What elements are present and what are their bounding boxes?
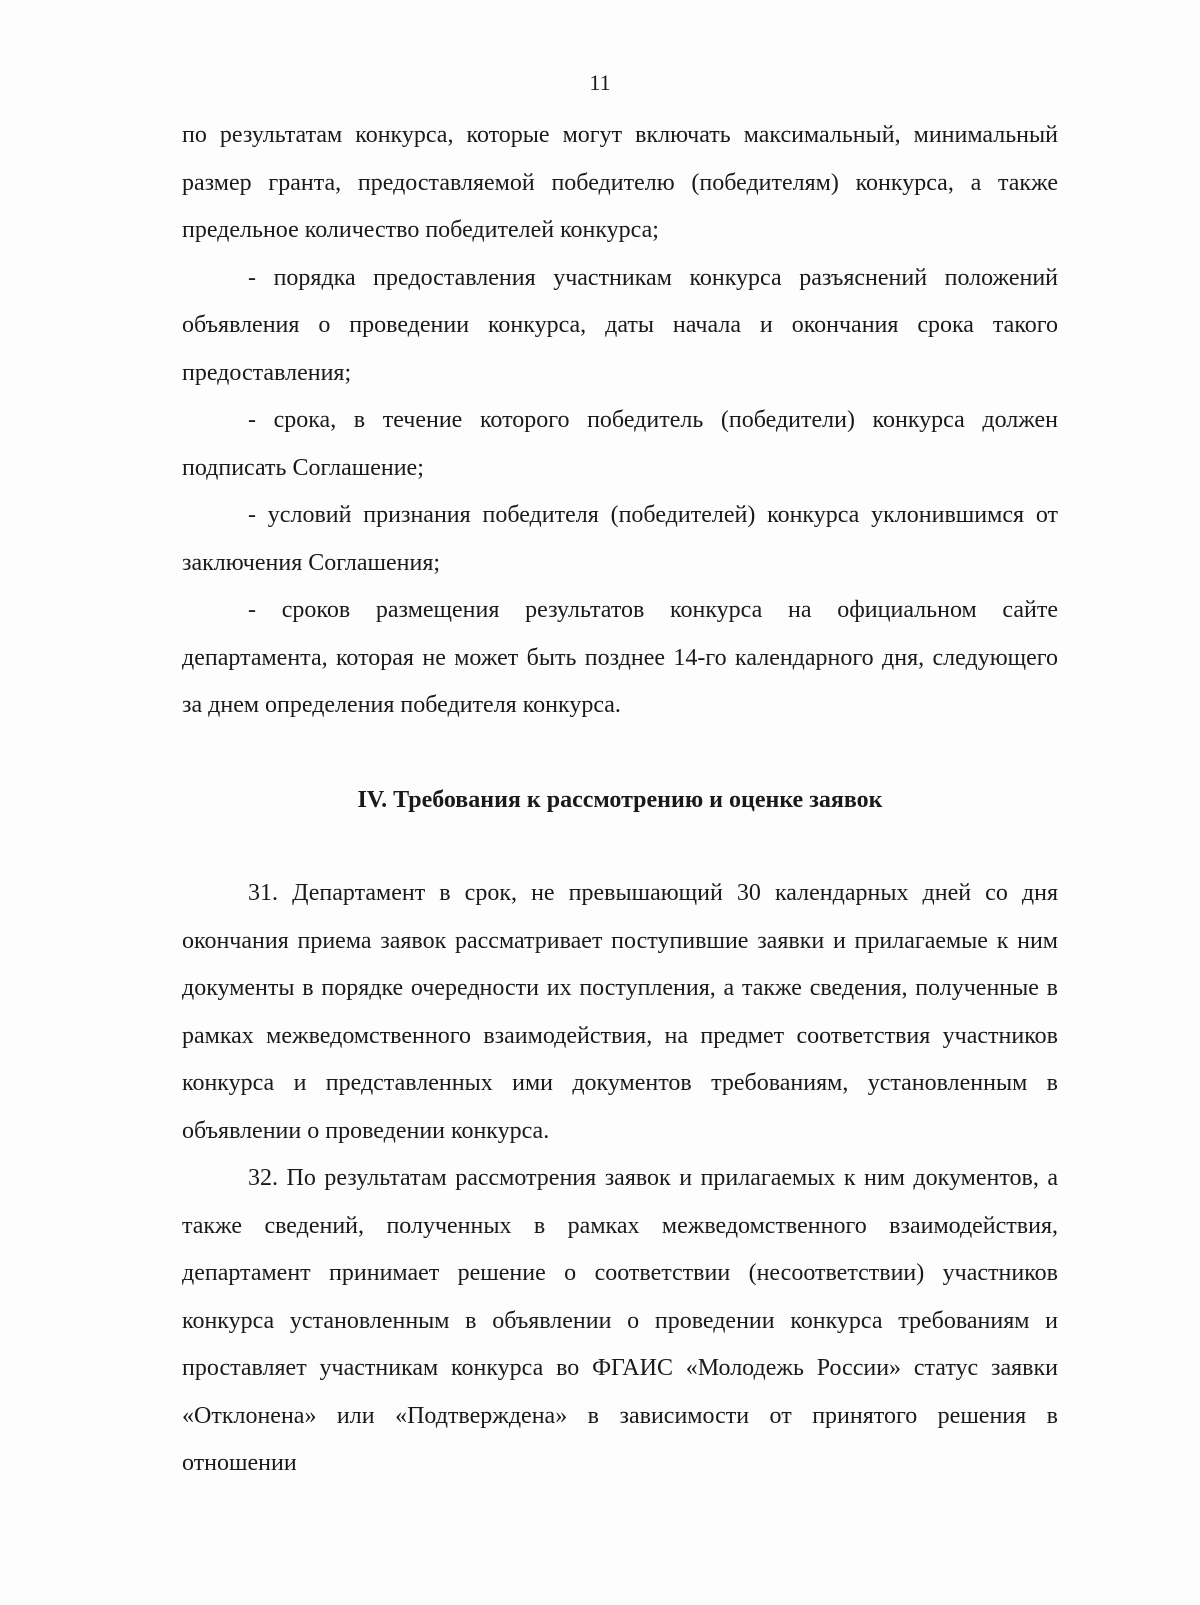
paragraph: по результатам конкурса, которые могут включать максимальный, минимальный размер гранта, предоставляемой победителю (победителям) конкурса, а также предельное количество победителей конкурса; — [182, 122, 1058, 243]
document-body — [182, 112, 1058, 1488]
list-item: - условий признания победителя (победителей) конкурса уклонившимся от заключения Соглашения; — [182, 502, 1058, 576]
list-item: - порядка предоставления участникам конкурса разъяснений положений объявления о проведении конкурса, даты начала и окончания срока такого предоставления; — [182, 264, 1058, 386]
paragraph-31: 31. Департамент в срок, не превышающий 30 календарных дней со дня окончания приема заявок рассматривает поступившие заявки и прилагаемые к ним документы в порядке очередности их поступления, а также сведения, полученные в рамках межведомственного взаимодействия, на предмет соответствия участников конкурса и представленных ими документов требованиям, установленным в объявлении о проведении конкурса. — [182, 880, 1058, 1144]
list-item: - сроков размещения результатов конкурса на официальном сайте департамента, которая не может быть позднее 14-го календарного дня, следующего за днем определения победителя конкурса. — [182, 597, 1058, 718]
paragraph-32: 32. По результатам рассмотрения заявок и прилагаемых к ним документов, а также сведений, полученных в рамках межведомственного взаимодействия, департамент принимает решение о соответствии (несоответствии) участников конкурса установленным в объявлении о проведении конкурса требованиям и проставляет участникам конкурса во ФГАИС «Молодежь России» статус заявки «Отклонена» или «Подтверждена» в зависимости от принятого решения в отношении — [182, 1165, 1058, 1476]
section-heading: IV. Требования к рассмотрению и оценке заявок — [357, 786, 883, 813]
page-number: 11 — [589, 70, 611, 95]
list-item: - срока, в течение которого победитель (победители) конкурса должен подписать Соглашение; — [182, 407, 1058, 481]
